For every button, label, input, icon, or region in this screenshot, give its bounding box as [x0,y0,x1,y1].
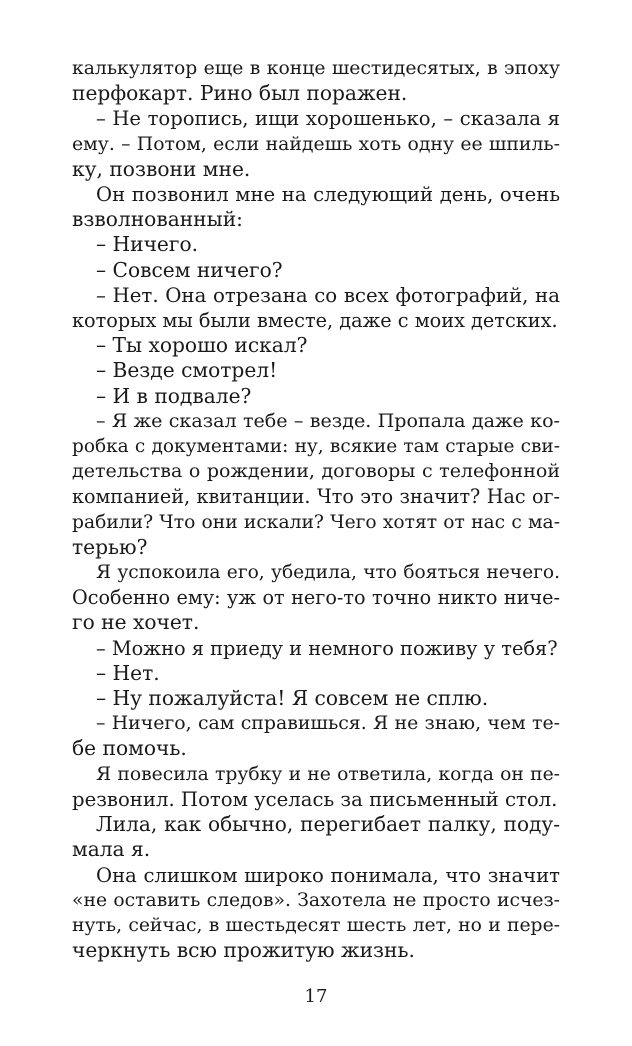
text-line: – Нет. Она отрезана со всех фотографий, на [96,283,560,307]
text-line: – Ты хорошо искал? [96,333,308,358]
text-line: ему. – Потом, если найдешь хоть одну ее шпиль- [72,133,560,155]
text-line: Лила, как обычно, перегибает палку, поду- [96,812,560,837]
text-line: рабили? Что они искали? Чего хотят от нас с ма- [72,511,560,533]
text-line: Я повесила трубку и не ответила, когда он пе- [96,763,560,785]
text-line: – Ну пожалуйста! Я совсем не сплю. [96,686,489,711]
text-line: ку, позвони мне. [72,156,251,181]
text-line: – Можно я приеду и немного поживу у тебя? [96,636,558,660]
text-line: мала я. [72,837,151,862]
text-line: резвонил. Потом уселась за письменный стол. [72,787,558,811]
text-line: – Ничего. [96,232,199,257]
text-line: терью? [72,534,148,559]
text-line: – Ничего, сам справишься. Я не знаю, чем те- [96,712,560,735]
text-line: черкнуть всю прожитую жизнь. [72,938,415,963]
text-line: – Совсем ничего? [96,257,283,282]
text-line: перфокарт. Рино был поражен. [72,81,408,106]
body-text [72,56,560,963]
text-line: – Я же сказал тебе – везде. Пропала даже ко- [96,409,560,432]
text-line: которых мы были вместе, даже с моих детских. [72,309,558,333]
text-line: нуть, сейчас, в шестьдесят шесть лет, но и пере- [72,914,560,936]
text-line: – Не торопись, ищи хорошенько, – сказала я [96,107,560,131]
text-line: детельства о рождении, договоры с телефонной [72,460,560,483]
text-line: – Везде смотрел! [96,358,278,383]
text-line: взволнованный: [72,207,243,232]
text-line: компанией, квитанции. Что это значит? Нас ог- [72,485,560,509]
text-line: бе помочь. [72,736,187,761]
text-line: калькулятор еще в конце шестидесятых, в эпоху [72,58,560,79]
text-line: Я успокоила его, убедила, что бояться нечего. [96,562,560,584]
text-line: Особенно ему: уж от него-то точно никто ниче- [72,586,560,610]
text-line: го не хочет. [72,610,200,635]
text-line: Он позвонил мне на следующий день, очень [96,183,560,207]
text-line: – Нет. [96,660,160,685]
text-line: «не оставить следов». Захотела не просто исчез- [72,889,560,911]
text-line: робка с документами: ну, всякие там старые сви- [72,436,560,458]
text-line: – И в подвале? [96,383,252,408]
page-number: 17 [304,986,328,1007]
text-line: Она слишком широко понимала, что значит [96,863,560,887]
